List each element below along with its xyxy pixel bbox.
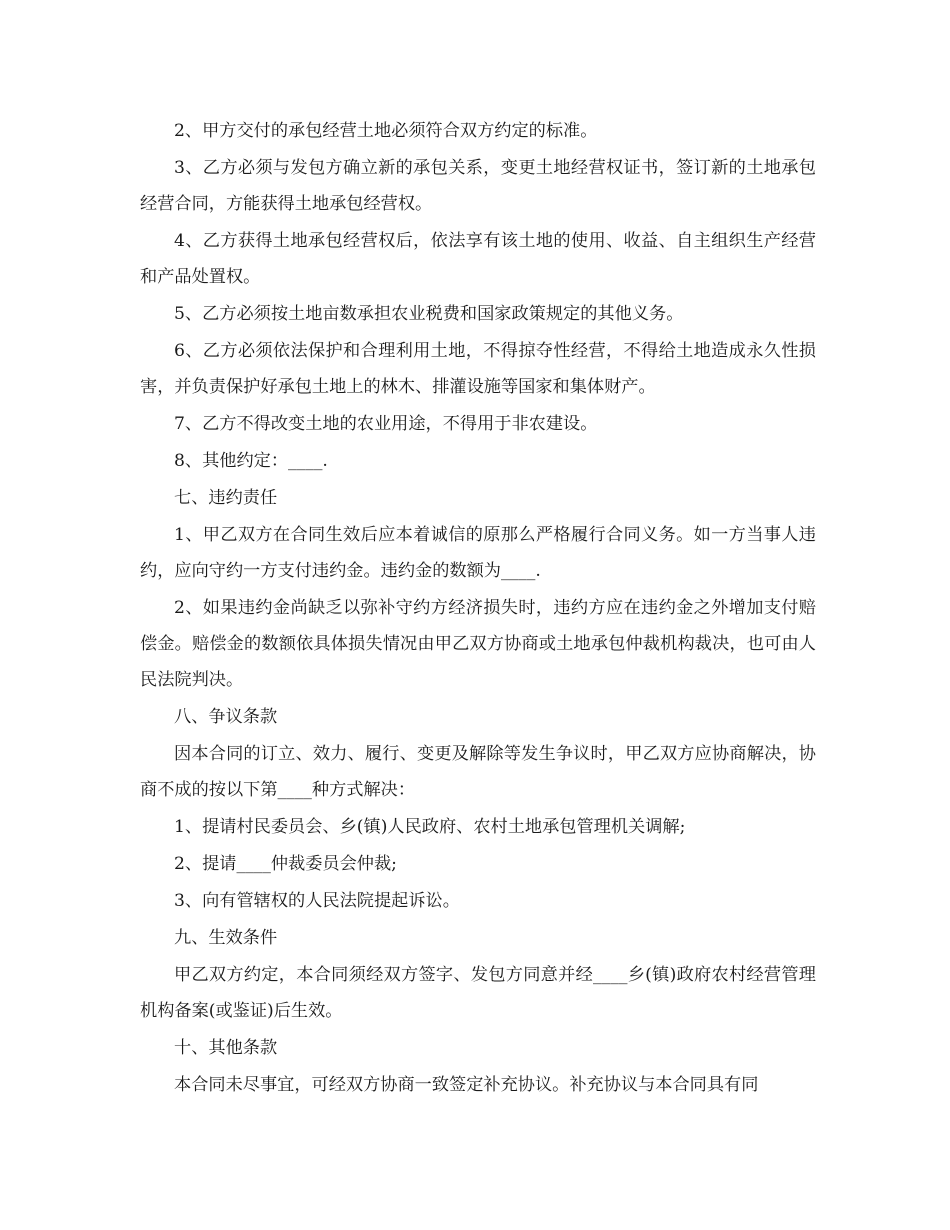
breach-clause-2-compensation: 2、如果违约金尚缺乏以弥补守约方经济损失时，违约方应在违约金之外增加支付赔偿金。赔偿金的数额依具体损失情况由甲乙双方协商或土地承包仲裁机构裁决，也可由人民法院判决。 (140, 598, 816, 690)
document-body (140, 113, 816, 1104)
section-heading-other-terms: 十、其他条款 (174, 1038, 278, 1058)
breach-clause-1-penalty: 1、甲乙双方在合同生效后应本着诚信的原那么严格履行合同义务。如一方当事人违约，应向守约一方支付违约金。违约金的数额为____. (140, 525, 816, 581)
other-terms-clause: 本合同未尽事宜，可经双方协商一致签定补充协议。补充协议与本合同具有同 (174, 1075, 759, 1095)
effectiveness-clause: 甲乙双方约定，本合同须经双方签字、发包方同意并经____乡(镇)政府农村经营管理机构备案(或鉴证)后生效。 (140, 965, 816, 1021)
clause-3-new-contract: 3、乙方必须与发包方确立新的承包关系，变更土地经营权证书，签订新的土地承包经营合同，方能获得土地承包经营权。 (140, 158, 816, 214)
dispute-option-2-arbitration: 2、提请____仲裁委员会仲裁; (174, 854, 397, 874)
dispute-intro: 因本合同的订立、效力、履行、变更及解除等发生争议时，甲乙双方应协商解决，协商不成的按以下第____种方式解决： (140, 744, 816, 800)
dispute-option-1-mediation: 1、提请村民委员会、乡(镇)人民政府、农村土地承包管理机关调解; (174, 817, 686, 837)
clause-4-usage-rights: 4、乙方获得土地承包经营权后，依法享有该土地的使用、收益、自主组织生产经营和产品处置权。 (140, 231, 816, 287)
section-heading-dispute: 八、争议条款 (174, 707, 278, 727)
clause-7-agricultural-use: 7、乙方不得改变土地的农业用途，不得用于非农建设。 (174, 414, 598, 434)
clause-8-other-agreements: 8、其他约定：____. (174, 451, 328, 471)
clause-6-land-protection: 6、乙方必须依法保护和合理利用土地，不得掠夺性经营，不得给土地造成永久性损害，并负责保护好承包土地上的林木、排灌设施等国家和集体财产。 (140, 341, 816, 397)
section-heading-breach: 七、违约责任 (174, 488, 278, 508)
dispute-option-3-litigation: 3、向有管辖权的人民法院提起诉讼。 (174, 891, 460, 911)
clause-5-taxes: 5、乙方必须按土地亩数承担农业税费和国家政策规定的其他义务。 (174, 304, 684, 324)
section-heading-effectiveness: 九、生效条件 (174, 928, 278, 948)
clause-2-delivery-standard: 2、甲方交付的承包经营土地必须符合双方约定的标准。 (174, 121, 598, 141)
